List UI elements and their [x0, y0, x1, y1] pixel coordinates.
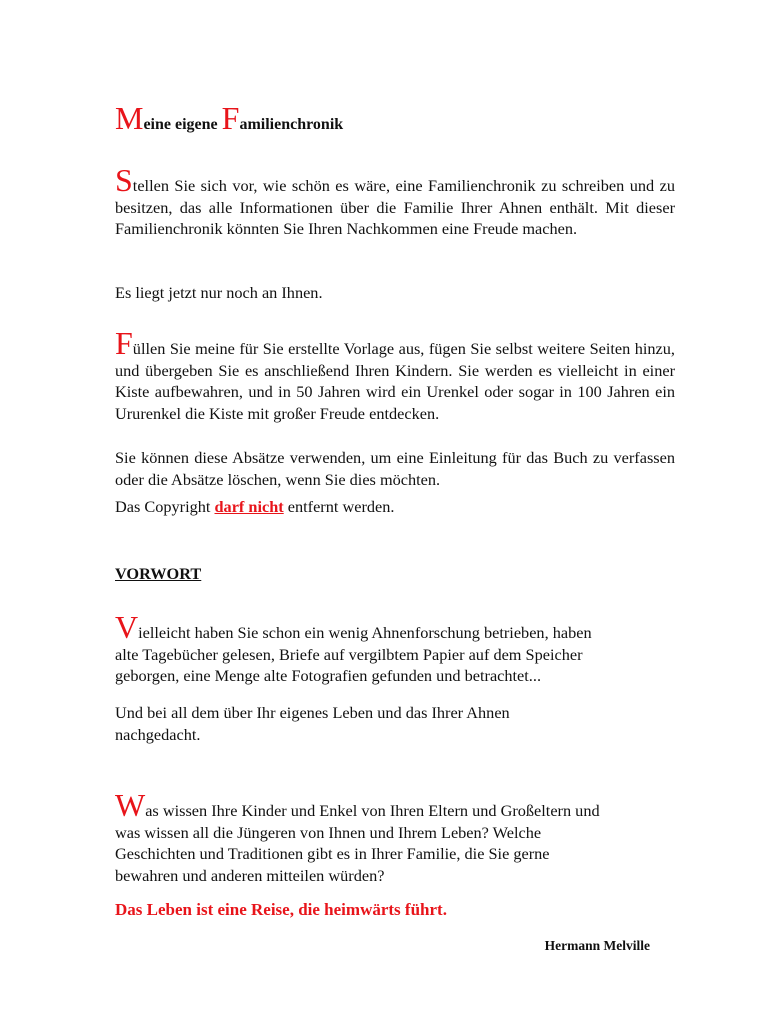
template-text: üllen Sie meine für Sie erstellte Vorlage aus, fügen Sie selbst weitere Seiten hinzu, und übergeben Sie es anschließend Ihren Kindern. Sie werden es vielleicht in einer Kiste aufbewahren, und in 50 Jahren wird ein Urenkel oder sogar in 100 Jahren ein Ururenkel die Kiste mit großer Freude entdecken.	[115, 339, 675, 423]
vorwort-line-1	[115, 609, 675, 645]
intro-initial: S	[115, 162, 133, 198]
copyright-before: Das Copyright	[115, 497, 215, 516]
questions-paragraph	[115, 787, 675, 886]
copyright-notice	[115, 496, 675, 518]
questions-line-3: Geschichten und Traditionen gibt es in Ihrer Familie, die Sie gerne	[115, 844, 550, 863]
template-initial: F	[115, 325, 133, 361]
copyright-after: entfernt werden.	[283, 497, 395, 516]
intro-paragraph	[115, 162, 675, 240]
title-part-1: eine eigene	[143, 116, 222, 133]
page-title	[115, 100, 675, 137]
template-paragraph	[115, 325, 675, 424]
quote-text: Das Leben ist eine Reise, die heimwärts führt.	[115, 900, 447, 919]
section-heading-vorwort: VORWORT	[115, 564, 202, 583]
encouragement-text: Es liegt jetzt nur noch an Ihnen.	[115, 283, 323, 302]
reflection-line-1: Und bei all dem über Ihr eigenes Leben und das Ihrer Ahnen	[115, 703, 510, 722]
usage-paragraph: Sie können diese Absätze verwenden, um eine Einleitung für das Buch zu verfassen oder die Absätze löschen, wenn Sie dies möchten.	[115, 448, 675, 489]
title-initial-f: F	[221, 100, 240, 136]
questions-line-1-text: as wissen Ihre Kinder und Enkel von Ihren Eltern und Großeltern und	[145, 801, 600, 820]
questions-line-2: was wissen all die Jüngeren von Ihnen und Ihrem Leben? Welche	[115, 822, 542, 842]
reflection-line-2: nachgedacht.	[115, 724, 201, 744]
quote-author: Hermann Melville	[544, 938, 650, 953]
copyright-emphasis: darf nicht	[214, 497, 284, 516]
vorwort-line-3: geborgen, eine Menge alte Fotografien gefunden und betrachtet...	[115, 666, 542, 685]
vorwort-line-1-text: ielleicht haben Sie schon ein wenig Ahnenforschung betrieben, haben	[138, 623, 592, 642]
title-initial-m: M	[115, 100, 144, 136]
reflection-paragraph	[115, 702, 675, 745]
title-part-2: amilienchronik	[239, 116, 344, 133]
questions-initial: W	[115, 787, 146, 823]
questions-line-1	[115, 787, 675, 823]
vorwort-paragraph	[115, 609, 675, 687]
intro-text: tellen Sie sich vor, wie schön es wäre, eine Familienchronik zu schreiben und zu besitzen, das alle Informationen über die Familie Ihrer Ahnen enthält. Mit dieser Familienchronik könnten Sie Ihren Nachkommen eine Freude machen.	[115, 176, 675, 238]
vorwort-initial: V	[115, 609, 139, 645]
questions-line-4: bewahren und anderen mitteilen würden?	[115, 865, 385, 885]
vorwort-line-2: alte Tagebücher gelesen, Briefe auf vergilbtem Papier auf dem Speicher	[115, 644, 583, 664]
